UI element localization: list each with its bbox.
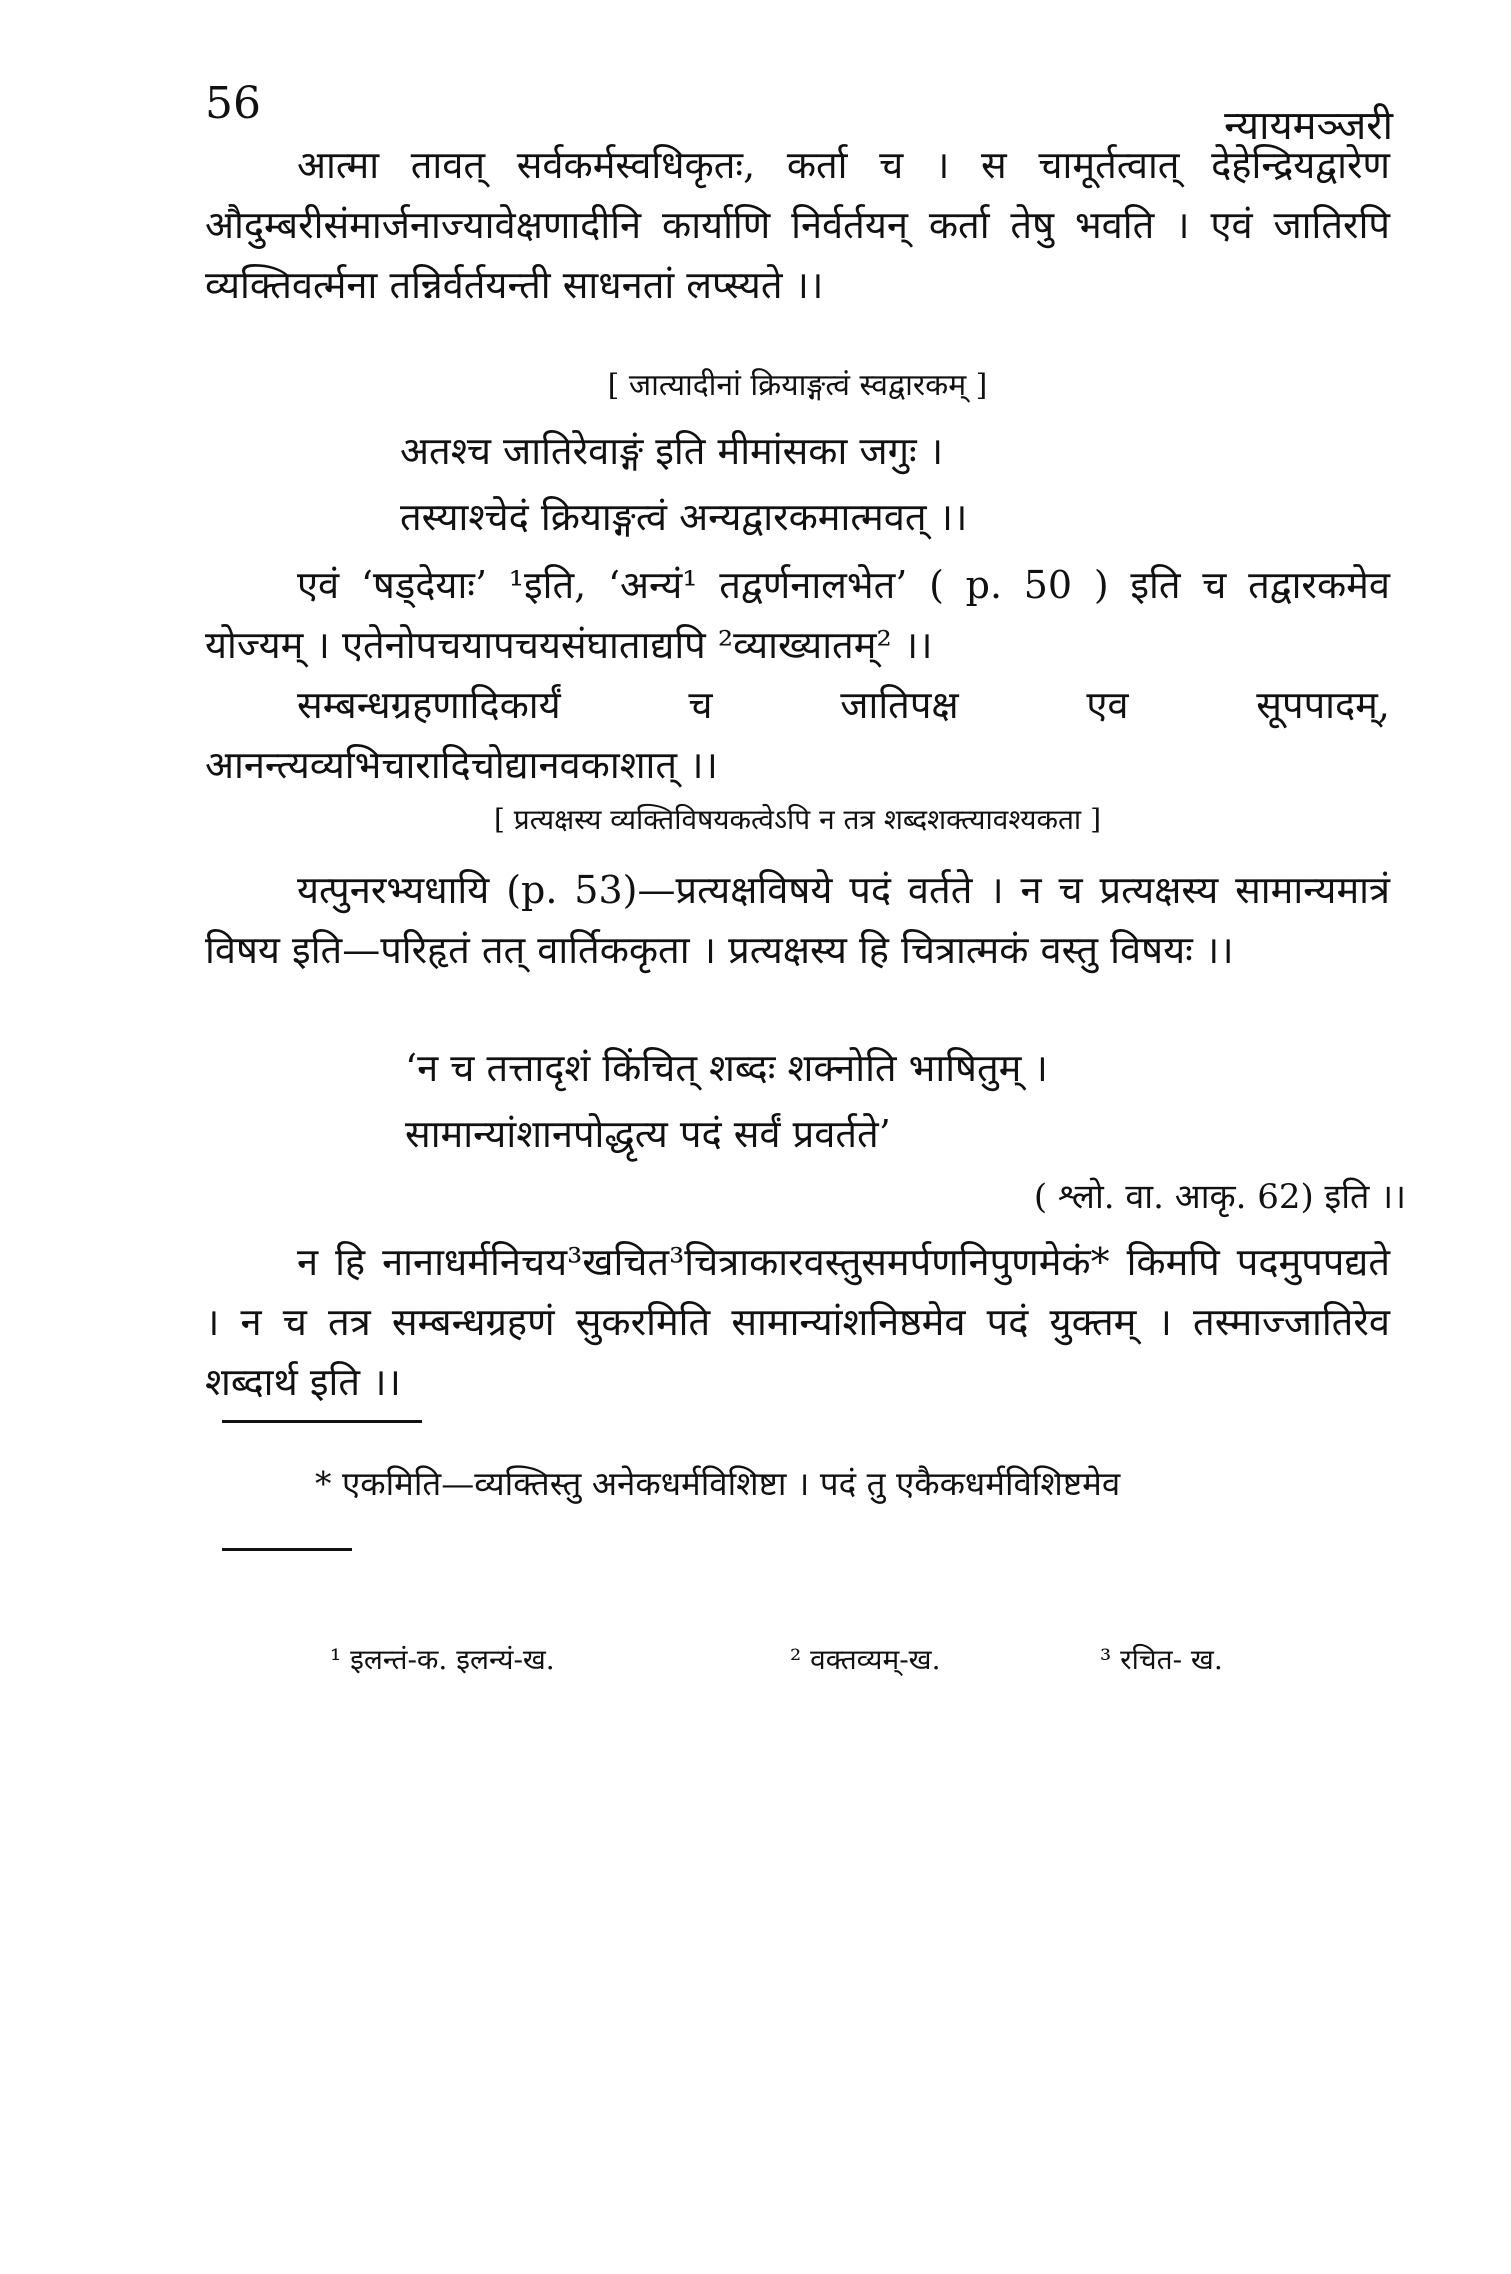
verse-2-line-1: ‘न च तत्तादृशं किंचित् शब्दः शक्नोति भाषितुम् । [405, 1046, 1048, 1090]
footnote-3: ³ रचित- ख. [1100, 1643, 1223, 1676]
verse-1-line-1: अतश्च जातिरेवाङ्गं इति मीमांसका जगुः । [400, 429, 944, 473]
verse-1 [400, 418, 967, 550]
paragraph-5: न हि नानाधर्मनिचय³खचित³चित्राकारवस्तुसमर्पणनिपुणमेकं* किमपि पदमुपपद्यते । न च तत्र सम्बन्धग्रहणं सुकरमिति सामान्यांशनिष्ठमेव पदं युक्तम् । तस्माज्जातिरेव शब्दार्थ इति ।। [205, 1240, 1390, 1404]
section-heading-1: [ जात्यादीनां क्रियाङ्गत्वं स्वद्वारकम् ] [607, 368, 988, 403]
paragraph-2: एवं ‘षड्देयाः’ ¹इति, ‘अन्यं¹ तद्वर्णनालभेत’ ( p. 50 ) इति च तद्वारकमेव योज्यम् । एतेनोपचयापचयसंघाताद्यपि ²व्याख्यातम्² ।। [205, 563, 1390, 667]
footnote-separator-2 [222, 1548, 352, 1551]
footnote-separator-1 [222, 1420, 422, 1423]
running-title: न्यायमञ्जरी [1224, 103, 1393, 149]
verse-citation: ( श्लो. वा. आकृ. 62) इति ।। [1033, 1177, 1406, 1217]
verse-1-line-2: तस्याश्चेदं क्रियाङ्गत्वं अन्यद्वारकमात्मवत् ।। [400, 495, 968, 539]
section-heading-2: [ प्रत्यक्षस्य व्यक्तिविषयकत्वेऽपि न तत्र शब्दशक्त्यावश्यकता ] [493, 803, 1102, 836]
paragraph-1: आत्मा तावत् सर्वकर्मस्वधिकृतः, कर्ता च । स चामूर्तत्वात् देहेन्द्रियद्वारेण औदुम्बरीसंमार्जनाज्यावेक्षणादीनि कार्याणि निर्वर्तयन् कर्ता तेषु भवति । एवं जातिरपि व्यक्तिवर्त्मना तन्निर्वर्तयन्ती साधनतां लप्स्यते ।। [205, 143, 1390, 307]
page-number: 56 [205, 78, 261, 129]
paragraph-4: यत्पुनरभ्यधायि (p. 53)—प्रत्यक्षविषये पदं वर्तते । न च प्रत्यक्षस्य सामान्यमात्रं विषय इति—परिहृतं तत् वार्तिककृता । प्रत्यक्षस्य हि चित्रात्मकं वस्तु विषयः ।। [205, 868, 1390, 972]
verse-2 [405, 1035, 1048, 1167]
footnote-1: ¹ इलन्तं-क. इलन्यं-ख. [330, 1643, 555, 1676]
footnote-star: * एकमिति—व्यक्तिस्तु अनेकधर्मविशिष्टा । पदं तु एकैकधर्मविशिष्टमेव [315, 1464, 1121, 1503]
paragraph-3: सम्बन्धग्रहणादिकार्यं च जातिपक्ष एव सूपपादम्, आनन्त्यव्यभिचारादिचोद्यानवकाशात् ।। [205, 683, 1390, 787]
footnote-2: ² वक्तव्यम्-ख. [790, 1643, 941, 1676]
verse-2-line-2: सामान्यांशानपोद्धृत्य पदं सर्वं प्रवर्तते’ [405, 1112, 891, 1156]
